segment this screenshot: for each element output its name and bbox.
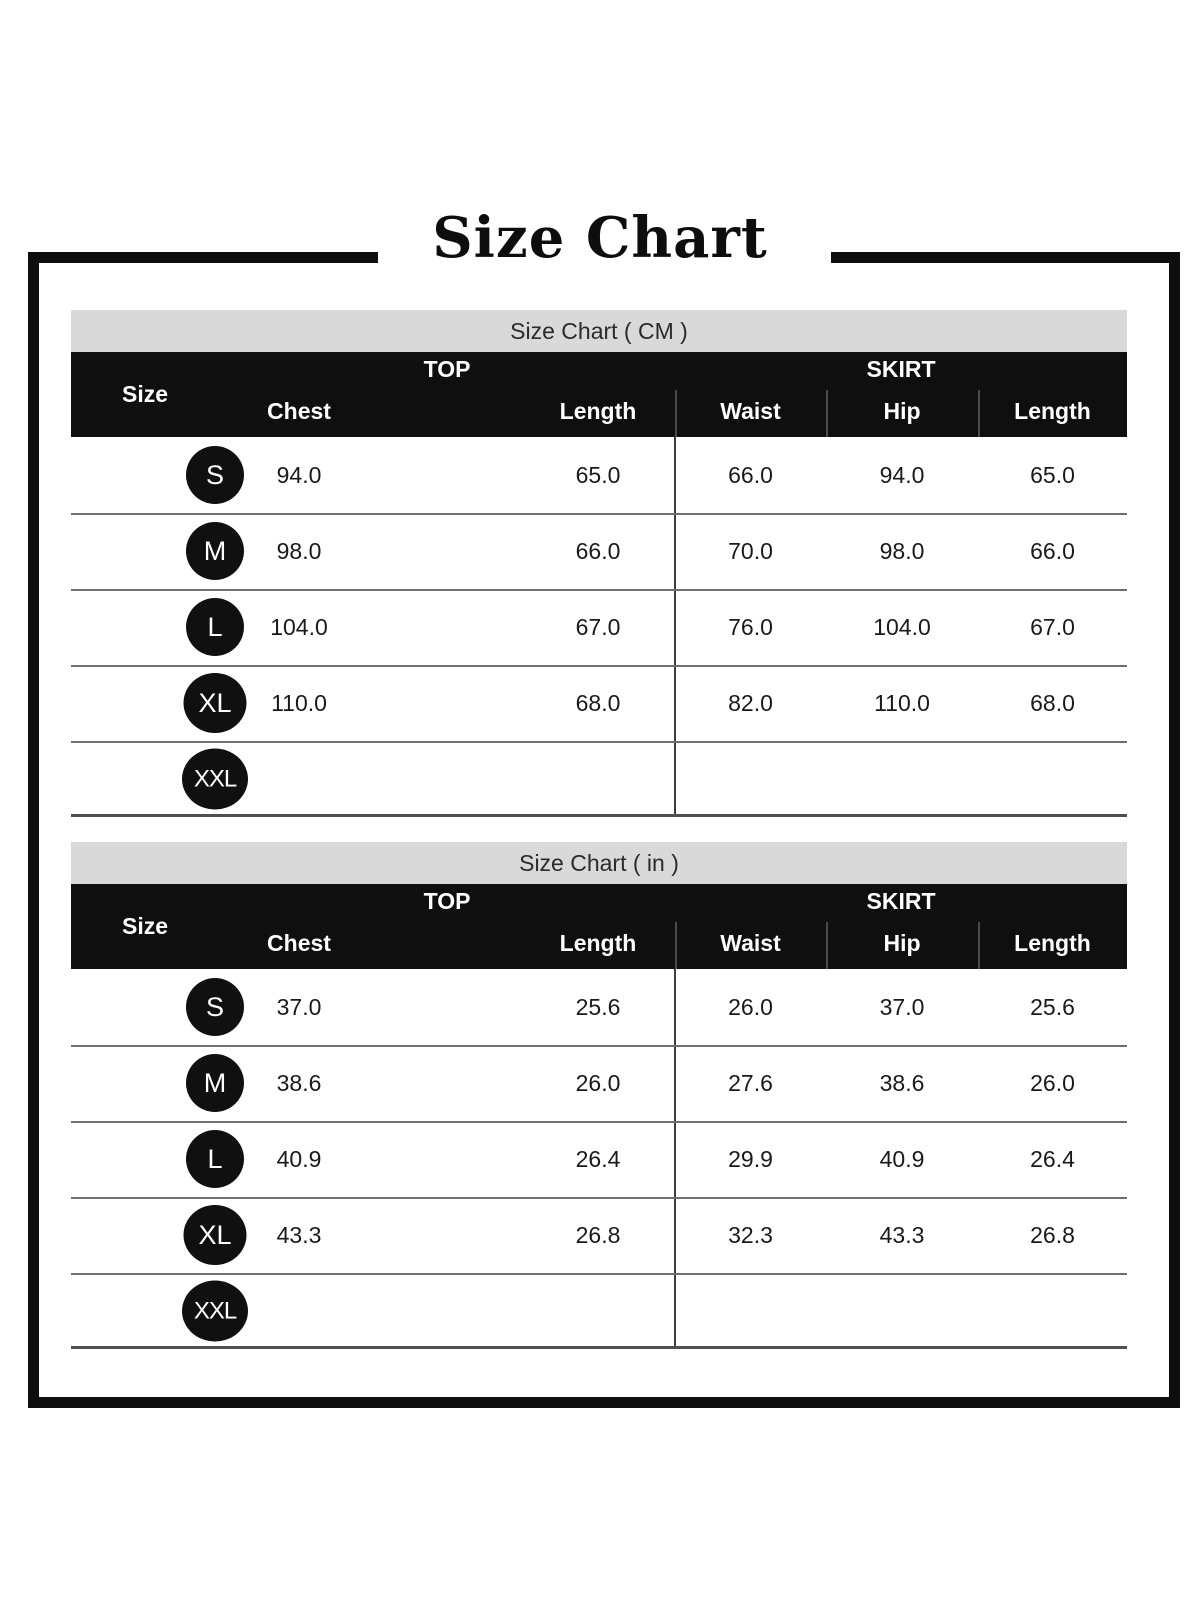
column-header-chest: Chest bbox=[267, 397, 331, 424]
cell-chest: 40.9 bbox=[276, 1145, 322, 1172]
table-row-xxl bbox=[71, 741, 1127, 817]
group-header-skirt: SKIRT bbox=[866, 356, 936, 382]
header-divider bbox=[675, 922, 677, 969]
top-skirt-divider bbox=[674, 437, 676, 815]
column-header-waist: Waist bbox=[720, 397, 781, 424]
group-header-top: TOP bbox=[423, 356, 471, 382]
size-badge-xxl: XXL bbox=[182, 1281, 248, 1342]
size-badge-xl: XL bbox=[184, 673, 247, 733]
cell-hip: 98.0 bbox=[879, 537, 925, 564]
cell-top-length: 68.0 bbox=[575, 689, 621, 716]
size-badge-m: M bbox=[186, 522, 244, 580]
cell-top-length: 67.0 bbox=[575, 613, 621, 640]
size-badge-s: S bbox=[186, 446, 244, 504]
column-header-size: Size bbox=[121, 381, 169, 407]
table-row-m bbox=[71, 513, 1127, 589]
cell-hip: 43.3 bbox=[879, 1221, 925, 1248]
table-caption-in: Size Chart ( in ) bbox=[71, 842, 1127, 884]
cell-hip: 110.0 bbox=[874, 689, 930, 716]
cell-chest: 94.0 bbox=[276, 461, 322, 488]
cell-skirt-length: 68.0 bbox=[1030, 689, 1075, 716]
cell-top-length: 26.0 bbox=[575, 1069, 621, 1096]
row-divider bbox=[71, 1121, 1127, 1123]
cell-skirt-length: 66.0 bbox=[1030, 537, 1075, 564]
cell-waist: 27.6 bbox=[728, 1069, 773, 1096]
frame-right-bar bbox=[1169, 252, 1180, 1408]
cell-top-length bbox=[521, 1273, 675, 1349]
page-title: Size Chart bbox=[432, 205, 768, 271]
row-divider bbox=[71, 513, 1127, 515]
column-header-chest: Chest bbox=[267, 929, 331, 956]
row-divider bbox=[71, 589, 1127, 591]
cell-waist: 26.0 bbox=[728, 993, 773, 1020]
table-body-in bbox=[71, 969, 1127, 1349]
cell-chest: 38.6 bbox=[276, 1069, 322, 1096]
table-row-m bbox=[71, 1045, 1127, 1121]
table-bottom-border bbox=[71, 814, 1127, 817]
cell-chest: 43.3 bbox=[276, 1221, 322, 1248]
row-divider bbox=[71, 1197, 1127, 1199]
cell-chest bbox=[219, 1273, 379, 1349]
table-row-s bbox=[71, 969, 1127, 1045]
cell-skirt-length: 25.6 bbox=[1030, 993, 1075, 1020]
frame-top-right-bar bbox=[831, 252, 1180, 263]
frame-top-left-bar bbox=[28, 252, 378, 263]
cell-top-length: 66.0 bbox=[575, 537, 621, 564]
cell-chest: 37.0 bbox=[276, 993, 322, 1020]
size-badge-xl: XL bbox=[184, 1205, 247, 1265]
table-header-cm bbox=[71, 352, 1127, 437]
size-badge-s: S bbox=[186, 978, 244, 1036]
table-header-in bbox=[71, 884, 1127, 969]
cell-top-length: 25.6 bbox=[575, 993, 621, 1020]
cell-skirt-length bbox=[978, 741, 1127, 817]
cell-top-length: 65.0 bbox=[575, 461, 621, 488]
size-badge-l: L bbox=[186, 598, 244, 656]
cell-top-length bbox=[521, 741, 675, 817]
row-divider bbox=[71, 1045, 1127, 1047]
cell-waist: 82.0 bbox=[728, 689, 773, 716]
cell-skirt-length: 26.4 bbox=[1030, 1145, 1075, 1172]
row-divider bbox=[71, 1273, 1127, 1275]
size-badge-m: M bbox=[186, 1054, 244, 1112]
cell-chest: 98.0 bbox=[276, 537, 322, 564]
top-skirt-divider bbox=[674, 969, 676, 1347]
size-chart-table-in bbox=[71, 842, 1127, 1349]
header-divider bbox=[978, 922, 980, 969]
cell-hip bbox=[826, 1273, 978, 1349]
cell-skirt-length: 26.0 bbox=[1030, 1069, 1075, 1096]
table-row-xxl bbox=[71, 1273, 1127, 1349]
row-divider bbox=[71, 665, 1127, 667]
row-divider bbox=[71, 741, 1127, 743]
column-header-size: Size bbox=[121, 913, 169, 939]
cell-waist: 66.0 bbox=[728, 461, 773, 488]
column-header-top-length: Length bbox=[559, 929, 637, 956]
header-divider bbox=[826, 390, 828, 437]
cell-waist bbox=[675, 741, 826, 817]
size-badge-xxl: XXL bbox=[182, 749, 248, 810]
column-header-skirt-length: Length bbox=[1014, 929, 1091, 956]
column-header-hip: Hip bbox=[883, 397, 921, 424]
group-header-top: TOP bbox=[423, 888, 471, 914]
table-row-xl bbox=[71, 1197, 1127, 1273]
cell-top-length: 26.8 bbox=[575, 1221, 621, 1248]
column-header-skirt-length: Length bbox=[1014, 397, 1091, 424]
cell-hip: 40.9 bbox=[879, 1145, 925, 1172]
frame-left-bar bbox=[28, 252, 39, 1408]
cell-skirt-length: 65.0 bbox=[1030, 461, 1075, 488]
cell-skirt-length bbox=[978, 1273, 1127, 1349]
table-caption-cm: Size Chart ( CM ) bbox=[71, 310, 1127, 352]
table-row-xl bbox=[71, 665, 1127, 741]
cell-waist: 76.0 bbox=[728, 613, 773, 640]
header-divider bbox=[826, 922, 828, 969]
cell-skirt-length: 67.0 bbox=[1030, 613, 1075, 640]
table-bottom-border bbox=[71, 1346, 1127, 1349]
header-divider bbox=[675, 390, 677, 437]
cell-waist: 70.0 bbox=[728, 537, 773, 564]
cell-waist: 32.3 bbox=[728, 1221, 773, 1248]
cell-chest: 104.0 bbox=[270, 613, 328, 640]
cell-hip: 38.6 bbox=[879, 1069, 925, 1096]
table-row-l bbox=[71, 1121, 1127, 1197]
header-divider bbox=[978, 390, 980, 437]
cell-hip bbox=[826, 741, 978, 817]
table-body-cm bbox=[71, 437, 1127, 817]
cell-chest bbox=[219, 741, 379, 817]
size-chart-table-cm bbox=[71, 310, 1127, 817]
cell-chest: 110.0 bbox=[271, 689, 327, 716]
cell-hip: 94.0 bbox=[879, 461, 925, 488]
cell-top-length: 26.4 bbox=[575, 1145, 621, 1172]
cell-hip: 37.0 bbox=[879, 993, 925, 1020]
group-header-skirt: SKIRT bbox=[866, 888, 936, 914]
column-header-hip: Hip bbox=[883, 929, 921, 956]
column-header-waist: Waist bbox=[720, 929, 781, 956]
table-row-l bbox=[71, 589, 1127, 665]
size-badge-l: L bbox=[186, 1130, 244, 1188]
frame-bottom-bar bbox=[28, 1397, 1180, 1408]
cell-waist: 29.9 bbox=[728, 1145, 773, 1172]
cell-hip: 104.0 bbox=[873, 613, 931, 640]
cell-skirt-length: 26.8 bbox=[1030, 1221, 1075, 1248]
table-row-s bbox=[71, 437, 1127, 513]
column-header-top-length: Length bbox=[559, 397, 637, 424]
cell-waist bbox=[675, 1273, 826, 1349]
